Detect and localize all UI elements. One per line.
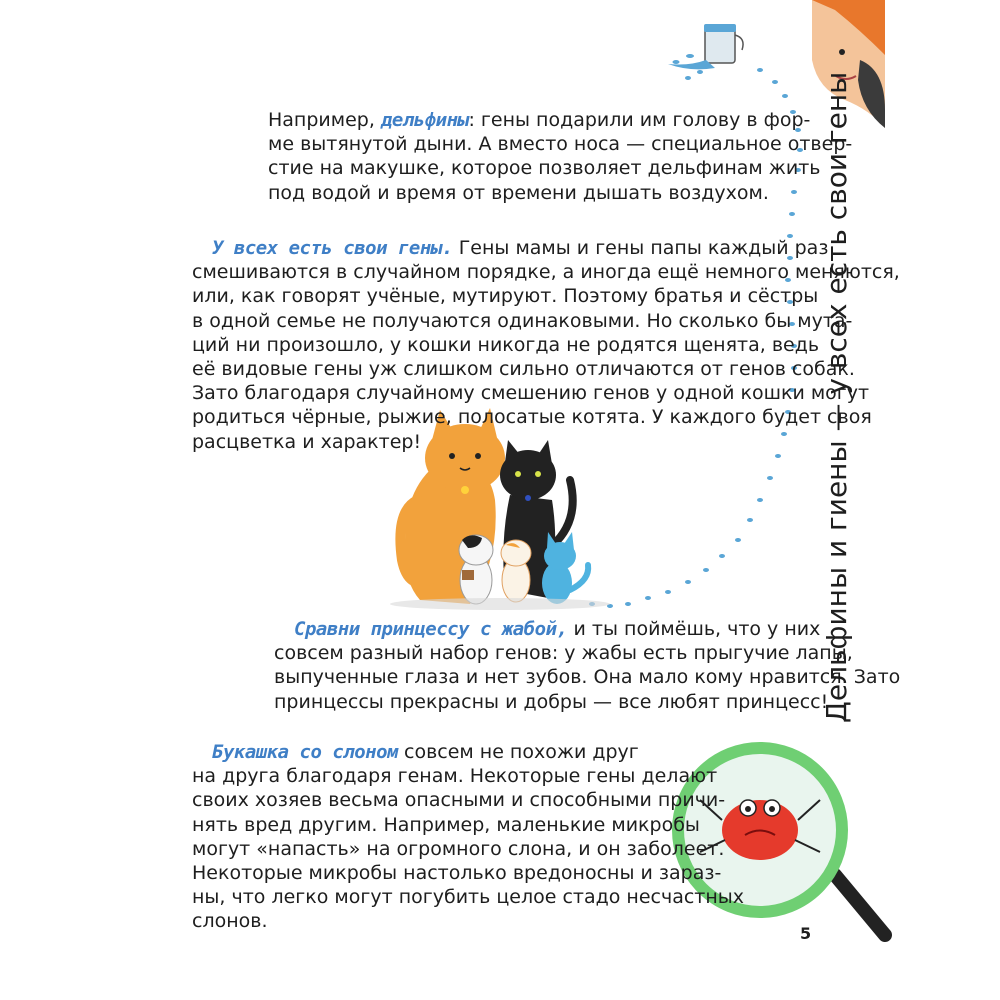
text-line: на друга благодаря генам. Некоторые гены делают xyxy=(192,765,718,788)
highlight-bug-elephant: Букашка со слоном xyxy=(212,741,398,763)
text-line: своих хозяев весьма опасными и способными причи- xyxy=(192,789,726,812)
side-title xyxy=(815,71,859,723)
text-line: Зато благодаря случайному смешению генов у одной кошки могут xyxy=(192,382,870,405)
text-line: или, как говорят учёные, мутируют. Поэтому братья и сёстры xyxy=(192,285,819,308)
text-line: ны, что легко могут погубить целое стадо несчастных xyxy=(192,886,745,909)
text-line: под водой и время от времени дышать воздухом. xyxy=(268,181,769,204)
text-line: совсем разный набор генов: у жабы есть прыгучие лапы, xyxy=(274,642,853,665)
text-line: стие на макушке, которое позволяет дельфинам жить xyxy=(268,157,821,180)
side-title-text: Дельфины и гиены — у всех есть свои гены xyxy=(820,71,853,723)
text-line: нять вред другим. Например, маленькие микробы xyxy=(192,813,700,836)
text-line xyxy=(192,740,744,764)
text-line: Некоторые микробы настолько вредоносны и зараз- xyxy=(192,862,722,885)
paragraph-dolphins xyxy=(268,108,852,205)
text-line: ме вытянутой дыни. А вместо носа — специальное отвер- xyxy=(268,133,853,156)
text-line: расцветка и характер! xyxy=(192,430,422,453)
text-line: слонов. xyxy=(192,910,268,933)
paragraph-bug-elephant xyxy=(192,740,744,934)
text-line: смешиваются в случайном порядке, а иногда ещё немного меняются, xyxy=(192,261,900,284)
text-line: выпученные глаза и нет зубов. Она мало кому нравится. Зато xyxy=(274,666,901,689)
text-run: совсем не похожи друг xyxy=(397,741,639,763)
text-line: могут «напасть» на огромного слона, и он заболеет. xyxy=(192,837,725,860)
text-line: ций ни произошло, у кошки никогда не родятся щенята, ведь xyxy=(192,333,820,356)
text-line: её видовые гены уж слишком сильно отличаются от генов собак. xyxy=(192,358,855,381)
text-run: Например, xyxy=(268,109,381,131)
text-line xyxy=(274,617,900,641)
highlight-dolphins: дельфины xyxy=(380,109,469,131)
text-line: родиться чёрные, рыжие, полосатые котята. У каждого будет своя xyxy=(192,406,872,429)
paragraph-everyone-has-genes xyxy=(192,236,900,454)
text-line xyxy=(192,236,900,260)
text-line xyxy=(268,108,852,132)
text-line: принцессы прекрасны и добры — все любят принцесс! xyxy=(274,690,829,713)
text-line: в одной семье не получаются одинаковыми. Но сколько бы мута- xyxy=(192,309,853,332)
text-run: и ты поймёшь, что у них xyxy=(567,618,821,640)
paragraph-princess-toad xyxy=(274,617,900,714)
highlight-genes: У всех есть свои гены. xyxy=(212,237,453,259)
text-run: Гены мамы и гены папы каждый раз xyxy=(452,237,829,259)
text-run: : гены подарили им голову в фор- xyxy=(468,109,811,131)
highlight-princess: Сравни принцессу с жабой, xyxy=(294,618,568,640)
page-number: 5 xyxy=(800,924,812,943)
